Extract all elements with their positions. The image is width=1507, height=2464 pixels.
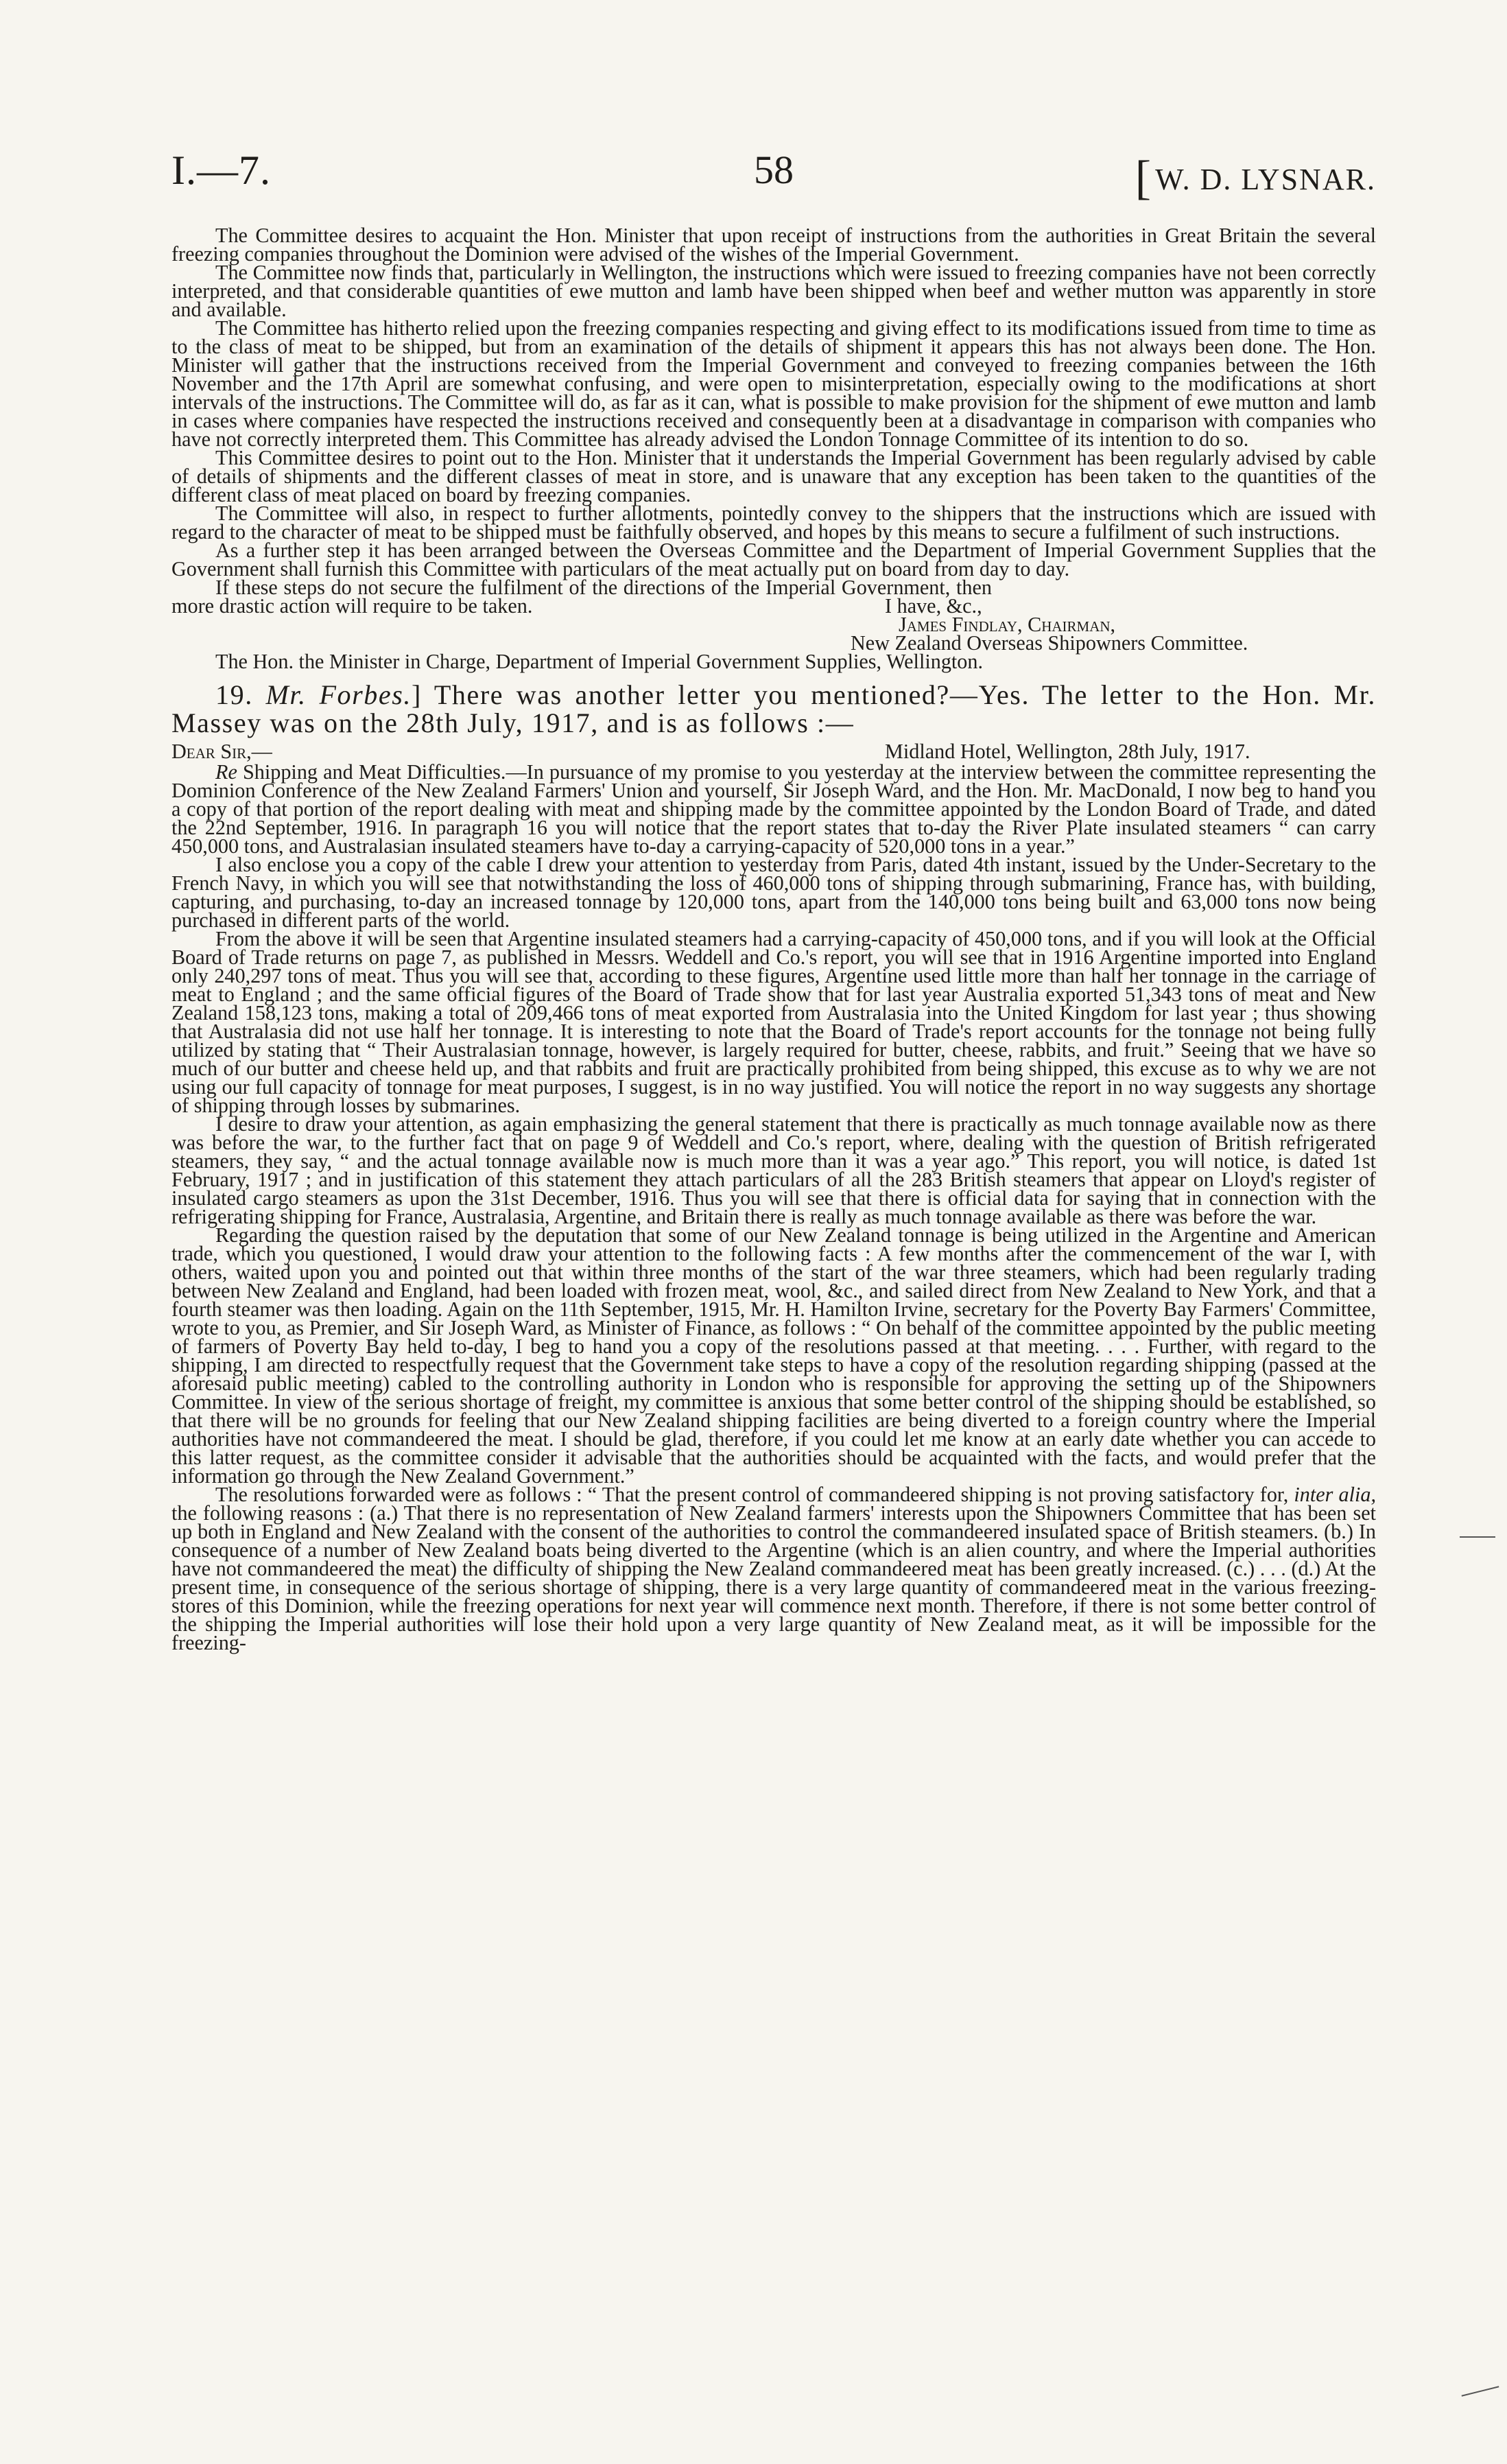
- closing-phrase: I have, &c.,: [885, 594, 982, 618]
- page-body: [171, 226, 1376, 1652]
- committee-paragraph: The Committee now finds that, particularly in Wellington, the instructions which were issued to freezing companies have not been correctly interpreted, and that considerable quantities of ewe mutton and lamb have been shipped when beef and wether mutton was apparently in store and available.: [171, 261, 1376, 321]
- page-number: 58: [754, 148, 794, 192]
- page-header: [171, 147, 1376, 202]
- massey-letter: [171, 742, 1376, 1652]
- salutation: Dear Sir,—: [171, 740, 272, 763]
- signature-block: [171, 594, 1376, 655]
- letter-head: [171, 742, 1376, 762]
- resolutions-text: the following reasons : (a.) That there is no representation of New Zealand farmers' interests upon the Shipowners Committee that has been set up both in England and New Zealand with the consent of the authorities to control the commandeered insulated space of British steamers. (b.) In consequence of a number of New Zealand boats being diverted to the Argentine (which is an alien country, and where the Imperial authorities have not commandeered the meat) the difficulty of shipping the New Zealand commandeered meat has been greatly increased. (c.) . . . (d.) At the present time, in consequence of the serious shortage of shipping, there is a very large quantity of commandeered meat in the various freezing-stores of this Dominion, while the freezing operations for next year will commence next month. Therefore, if there is not some better control of the shipping the Imperial authorities will lose their hold upon a very large quantity of New Zealand meat, as it will be impossible for the freezing-: [171, 1501, 1376, 1654]
- margin-mark: [1462, 2386, 1499, 2396]
- letter-paragraph: Regarding the question raised by the deputation that some of our New Zealand tonnage is being utilized in the Argentine and American trade, which you questioned, I would draw your attention to the following facts : A few months after the commencement of the war I, with others, waited upon you and pointed out that within three months of the start of the war three steamers, which had been regularly trading between New Zealand and England, had been loaded with frozen meat, wool, &c., and sailed direct from New Zealand to New York, and that a fourth steamer was then loading. Again on the 11th September, 1915, Mr. H. Hamilton Irvine, secretary for the Poverty Bay Farmers' Committee, wrote to you, as Premier, and Sir Joseph Ward, as Minister of Finance, as follows : “ On behalf of the committee appointed by the public meeting of farmers of Poverty Bay held to-day, I beg to hand you a copy of the resolutions passed at that meeting. . . . Further, with regard to the shipping, I am directed to respectfully request that the Government take steps to have a copy of the resolution regarding shipping (passed at the aforesaid public meeting) cabled to the controlling authority in London who is responsible for approving the setting up of the Shipowners Committee. In view of the serious shortage of freight, my committee is anxious that some better control of the shipping should be established, so that there will be no grounds for feeling that our New Zealand shipping facilities are being diverted to a foreign country where the Imperial authorities have not commandeered the meat. I should be glad, therefore, if you could let me know at an early date whether you can accede to this latter request, as the committee consider it advisable that the authorities should be acquainted with the facts, and would prefer that the information go through the New Zealand Government.”: [171, 1223, 1376, 1488]
- speaker: Mr. Forbes.: [265, 679, 412, 710]
- resolutions-paragraph: [171, 1483, 1377, 1654]
- addressee: The Hon. the Minister in Charge, Department of Imperial Government Supplies, Wellington.: [215, 650, 984, 673]
- testimony-question: 19. Mr. Forbes.] There was another letter you mentioned?—Yes. The letter to the Hon. Mr. Massey was on the 28th July, 1917, and is as follows :—: [171, 679, 1376, 738]
- committee-paragraph: The Committee desires to acquaint the Hon. Minister that upon receipt of instructions from the authorities in Great Britain the several freezing companies throughout the Dominion were advised of the wishes of the Imperial Government.: [171, 224, 1376, 266]
- committee-paragraph: The Committee will also, in respect to further allotments, pointedly convey to the shippers that the instructions which are issued with regard to the character of meat to be shipped must be faithfully observed, and hopes by this means to secure a fulfilment of such instructions.: [171, 502, 1376, 543]
- inter-alia: inter alia,: [1294, 1483, 1377, 1506]
- letter-paragraph: I desire to draw your attention, as again emphasizing the general statement that there is practically as much tonnage available now as there was before the war, to the further fact that on page 9 of Weddell and Co.'s report, where, dealing with the question of British refrigerated steamers, they say, “ and the actual tonnage available now is much more than it was a year ago.” This report, you will notice, is dated 1st February, 1917 ; and in justification of this statement they attach particulars of all the 283 British steamers that appear on Lloyd's register of insulated cargo steamers as upon the 31st December, 1916. Thus you will see that there is official data for saying that in connection with the refrigerating shipping for France, Australasia, Argentine, and Britain there is really as much tonnage available as there was before the war.: [171, 1112, 1376, 1228]
- organisation: New Zealand Overseas Shipowners Committee.: [851, 631, 1248, 655]
- committee-letter: [171, 226, 1376, 671]
- bracket-glyph: [: [1135, 152, 1153, 204]
- question-text: There was another letter you mentioned?—Yes. The letter to the Hon. Mr. Massey was on the 28th July, 1917, and is as follows :—: [171, 679, 1376, 738]
- resolutions-intro: The resolutions forwarded were as follows : “ That the present control of commandeered shipping is not proving satisfactory for,: [215, 1483, 1289, 1506]
- committee-paragraph: The Committee has hitherto relied upon the freezing companies respecting and giving effect to its modifications issued from time to time as to the class of meat to be shipped, but from an examination of the details of shipment it appears this has not always been done. The Hon. Minister will gather that the instructions received from the Imperial Government and conveyed to freezing companies between the 16th November and the 17th April are somewhat confusing, and were open to misinterpretation, especially owing to the modifications at short intervals of the instructions. The Committee will do, as far as it can, what is possible to make provision for the shipment of ewe mutton and lamb in cases where companies have respected the instructions received and consequently been at a disadvantage in comparison with companies who have not correctly interpreted them. This Committee has already advised the London Tonnage Committee of its intention to do so.: [171, 316, 1376, 451]
- letter-paragraph: From the above it will be seen that Argentine insulated steamers had a carrying-capacity of 450,000 tons, and if you will look at the Official Board of Trade returns on page 7, as published in Messrs. Weddell and Co.'s report, you will see that in 1916 Argentine imported into England only 240,297 tons of meat. Thus you will see that, according to these figures, Argentine used little more than half her tonnage in the carriage of meat to England ; and the same official figures of the Board of Trade show that for last year Australia exported 51,343 tons of meat and New Zealand 158,123 tons, making a total of 209,466 tons of meat exported from Australasia into the United Kingdom for last year ; thus showing that Australasia did not use half her tonnage. It is interesting to note that the Board of Trade's report accounts for the tonnage not being fully utilized by stating that “ Their Australasian tonnage, however, is largely required for butter, cheese, rabbits, and fruit.” Seeing that we have so much of our butter and cheese held up, and that rabbits and fruit are practically prohibited from being shipped, this excuse as to why we are not using our full capacity of tonnage for meat purposes, I suggest, is in no way justified. You will notice the report in no way suggests any shortage of shipping through losses by submarines.: [171, 927, 1376, 1117]
- address-date: Midland Hotel, Wellington, 28th July, 1917.: [885, 740, 1250, 763]
- subject-prefix: Re: [215, 760, 237, 784]
- letter-paragraph: [171, 760, 1376, 858]
- margin-mark: [1460, 1536, 1495, 1538]
- signatory: James Findlay, Chairman,: [899, 613, 1116, 636]
- closing-paragraph: If these steps do not secure the fulfilment of the directions of the Imperial Government, then more drastic action will require to be taken.: [171, 576, 992, 618]
- question-number: 19.: [215, 679, 253, 710]
- committee-paragraph: As a further step it has been arranged between the Overseas Committee and the Department of Imperial Government Supplies that the Government shall furnish this Committee with particulars of the meat actually put on board from day to day.: [171, 539, 1376, 580]
- committee-paragraph: This Committee desires to point out to the Hon. Minister that it understands the Imperial Government has been regularly advised by cable of details of shipments and the different classes of meat in store, and is unaware that any exception has been taken to the quantities of the different class of meat placed on board by freezing companies.: [171, 446, 1376, 506]
- witness-name: [1135, 151, 1376, 206]
- paper-reference: I.—7.: [171, 148, 271, 193]
- letter-paragraph-text: Shipping and Meat Difficulties.—In pursuance of my promise to you yesterday at the interview between the committee representing the Dominion Conference of the New Zealand Farmers' Union and yourself, Sir Joseph Ward, and the Hon. Mr. MacDonald, I now beg to hand you a copy of that portion of the report dealing with meat and shipping made by the committee appointed by the London Board of Trade, and dated the 22nd September, 1916. In paragraph 16 you will notice that the report states that to-day the River Plate insulated steamers “ can carry 450,000 tons, and Australasian insulated steamers have to-day a carrying-capacity of 520,000 tons in a year.”: [171, 760, 1376, 858]
- witness-name-text: W. D. LYSNAR.: [1155, 163, 1376, 196]
- letter-paragraph: I also enclose you a copy of the cable I drew your attention to yesterday from Paris, dated 4th instant, issued by the Under-Secretary to the French Navy, in which you will see that notwithstanding the loss of 460,000 tons of shipping through submarining, France has, with building, capturing, and purchasing, to-day an increased tonnage by 120,000 tons, apart from the 140,000 tons being built and 63,000 tons now being purchased in different parts of the world.: [171, 853, 1376, 932]
